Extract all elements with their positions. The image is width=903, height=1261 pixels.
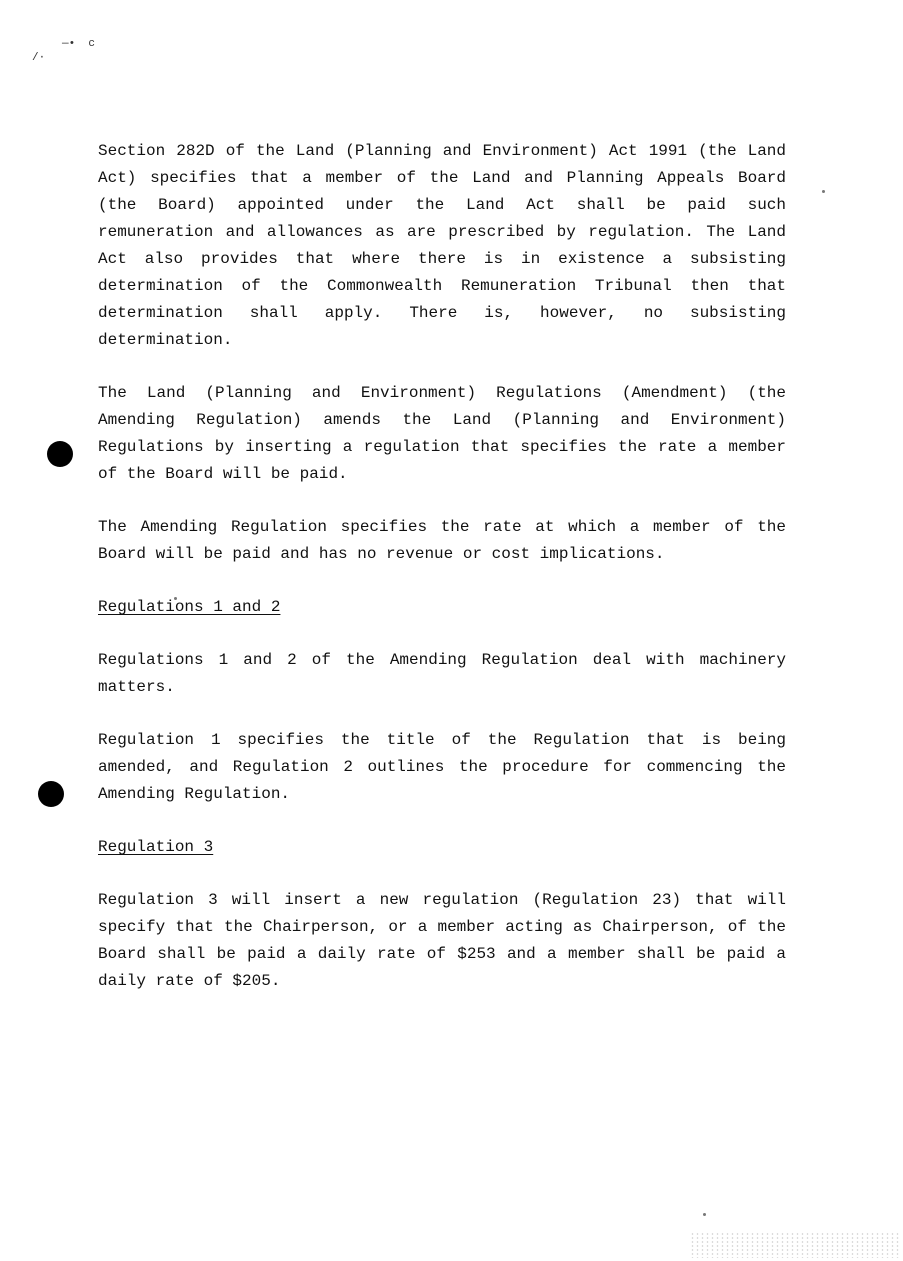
paragraph-regulation-1-2-detail: Regulation 1 specifies the title of the Regulation that is being amended, and Regulation 2 outlines the procedure for commencing the Amending Regulation. [98,731,786,803]
punch-hole-icon [38,781,64,807]
document-body [98,138,786,1021]
punch-hole-icon [47,441,73,467]
scan-mark-icon: —• c [62,38,96,50]
speck-icon [703,1213,706,1216]
paragraph-amending-regulation: The Land (Planning and Environment) Regulations (Amendment) (the Amending Regulation) amends the Land (Planning and Environment) Regulations by inserting a regulation that specifies the rate a member of the Board will be paid. [98,384,786,483]
heading-regulation-3: Regulation 3 [98,838,214,856]
scan-noise [690,1232,900,1258]
heading-regulations-1-and-2: Regulations 1 and 2 [98,598,281,616]
speck-icon [822,190,825,193]
paragraph-rate-implications: The Amending Regulation specifies the rate at which a member of the Board will be paid and has no revenue or cost implications. [98,518,786,563]
scan-mark-icon: /· [32,52,46,64]
paragraph-machinery-matters: Regulations 1 and 2 of the Amending Regulation deal with machinery matters. [98,651,786,696]
paragraph-regulation-3-detail: Regulation 3 will insert a new regulation (Regulation 23) that will specify that the Chairperson, or a member acting as Chairperson, of the Board shall be paid a daily rate of $253 and a member shall be paid a daily rate of $205. [98,891,786,990]
paragraph-section-282d: Section 282D of the Land (Planning and Environment) Act 1991 (the Land Act) specifies that a member of the Land and Planning Appeals Board (the Board) appointed under the Land Act shall be paid such remuneration and allowances as are prescribed by regulation. The Land Act also provides that where there is in existence a subsisting determination of the Commonwealth Remuneration Tribunal then that determination shall apply. There is, however, no subsisting determination. [98,142,786,349]
